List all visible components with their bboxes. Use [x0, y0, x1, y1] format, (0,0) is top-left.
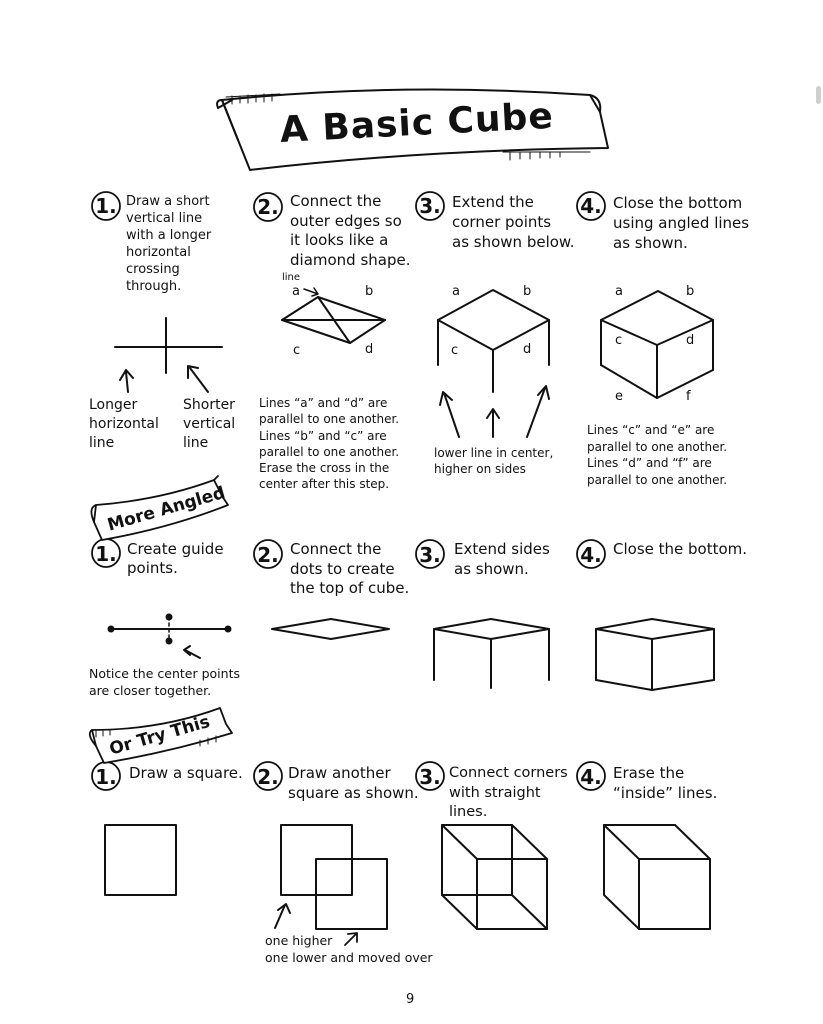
step-text: Draw a short vertical line with a longer horizontal crossing through.: [126, 194, 212, 294]
label-a: a: [615, 284, 623, 299]
label-a: a: [292, 284, 300, 299]
angled-step4-drawing: [596, 619, 714, 690]
step-number: 3.: [419, 543, 441, 567]
wire-cube-drawing: [442, 825, 547, 929]
step-text: Connect the dots to create the top of cube.: [290, 540, 410, 597]
section-or-try-this: Or Try This: [107, 711, 213, 760]
label-c: c: [293, 343, 301, 358]
label-d: d: [365, 342, 374, 357]
step-number: 4.: [580, 194, 602, 218]
note-one-lower: one lower and moved over: [265, 950, 433, 965]
guide-points-drawing: [109, 615, 231, 659]
step3-note: lower line in center, higher on sides: [434, 446, 554, 476]
step-number: 4.: [580, 543, 602, 567]
step-text: Connect corners with straight lines.: [449, 765, 568, 820]
step-number: 3.: [419, 765, 441, 789]
step-text: Close the bottom.: [613, 540, 748, 558]
step-number: 1.: [95, 765, 117, 789]
step-number: 2.: [257, 765, 279, 789]
flat-diamond-drawing: [272, 619, 389, 639]
angled-step3-drawing: [434, 619, 549, 688]
label-line: line: [282, 272, 301, 283]
page-number: 9: [406, 992, 415, 1007]
solid-cube-drawing: [604, 825, 710, 929]
step-text: Draw another square as shown.: [288, 764, 419, 802]
label-d: d: [523, 342, 532, 357]
label-a: a: [452, 284, 460, 299]
step4-note: Lines “c” and “e” are parallel to one another. Lines “d” and “f” are parallel to one another.: [587, 423, 728, 487]
step-text: Create guide points.: [127, 540, 224, 577]
step-number: 3.: [419, 194, 441, 218]
step-number: 2.: [257, 543, 279, 567]
note-one-higher: one higher: [265, 933, 333, 948]
step-number: 2.: [257, 195, 279, 219]
label-c: c: [451, 343, 459, 358]
step-number: 1.: [95, 194, 117, 218]
cross-drawing: [115, 318, 222, 392]
page-title: A Basic Cube: [278, 95, 555, 151]
square-drawing: [105, 825, 176, 895]
step-number: 4.: [580, 765, 602, 789]
longer-line-label: Longer horizontal line: [89, 397, 159, 451]
label-f: f: [686, 389, 691, 404]
label-c: c: [615, 333, 623, 348]
step2-note: Lines “a” and “d” are parallel to one another. Lines “b” and “c” are parallel to one another. Erase the cross in the center after this step.: [259, 396, 400, 492]
label-d: d: [686, 333, 695, 348]
label-e: e: [615, 389, 623, 404]
step-text: Extend sides as shown.: [454, 540, 550, 578]
step-text: Draw a square.: [129, 764, 243, 782]
cube-step3-drawing: [438, 290, 549, 437]
guide-points-note: Notice the center points are closer together.: [89, 666, 240, 698]
step-text: Close the bottom using angled lines as shown.: [613, 194, 750, 252]
label-b: b: [365, 284, 374, 299]
step-text: Erase the “inside” lines.: [613, 764, 718, 802]
step-text: Extend the corner points as shown below.: [452, 193, 575, 251]
label-b: b: [686, 284, 695, 299]
label-b: b: [523, 284, 532, 299]
section-more-angled: More Angled: [105, 482, 228, 536]
shorter-line-label: Shorter vertical line: [183, 397, 236, 451]
step-number: 1.: [95, 542, 117, 566]
two-squares-drawing: [275, 825, 387, 945]
step-text: Connect the outer edges so it looks like a diamond shape.: [290, 192, 411, 269]
